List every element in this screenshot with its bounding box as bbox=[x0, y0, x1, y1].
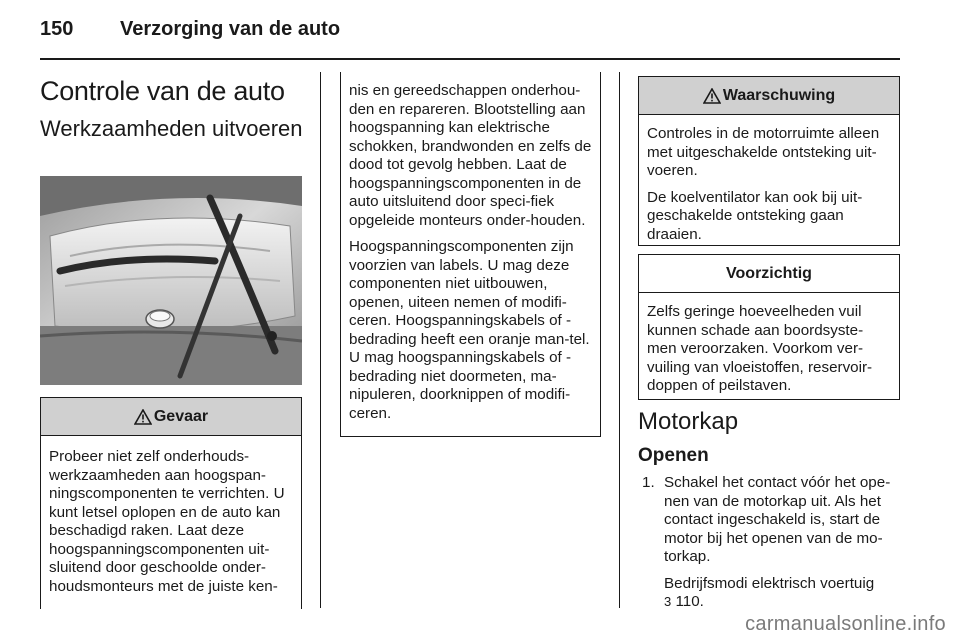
danger-box-header bbox=[41, 398, 301, 436]
caution-box-text: Zelfs geringe hoeveelheden vuil kunnen schade aan boordsyste-men veroorzaken. Voorkom ver-vuiling van vloeistoffen, reservoir-doppen of peilstaven. bbox=[647, 303, 873, 394]
step-1-text: Schakel het contact vóór het ope-nen van de motorkap uit. Als het contact ingeschakeld is, start de motor bij het openen van de mo-torkap. bbox=[664, 474, 891, 565]
warning-paragraph-1: Controles in de motorruimte alleen met uitgeschakelde ontsteking uit-voeren. bbox=[647, 125, 880, 179]
warning-paragraph-2: De koelventilator kan ook bij uit-geschakelde ontsteking gaan draaien. bbox=[647, 188, 863, 243]
warning-triangle-icon bbox=[134, 409, 152, 425]
openen-subheading: Openen bbox=[638, 445, 709, 466]
danger-box-continued-body bbox=[341, 72, 600, 431]
page-number: 150 bbox=[40, 18, 74, 40]
sub-title: Werkzaamheden uitvoeren bbox=[40, 116, 303, 141]
caution-box bbox=[638, 254, 900, 400]
section-title: Controle van de auto bbox=[40, 76, 285, 106]
danger-box-continued bbox=[340, 72, 601, 437]
danger-box-body bbox=[41, 436, 301, 604]
danger-box-text: Probeer niet zelf onderhouds-werkzaamheden aan hoogspan-ningscomponenten te verrichten. U kunt letsel oplopen en de auto kan beschadigd raken. Laat deze hoogspanningscomponenten uit-sluitend door geschoolde onder-houdsmonteurs met de juiste ken- bbox=[49, 448, 285, 595]
watermark: carmanualsonline.info bbox=[745, 613, 946, 635]
engine-bay-image bbox=[40, 176, 302, 385]
danger-continued-paragraph-2: Hoogspanningscomponenten zijn voorzien van labels. U mag deze componenten niet uitbouwen, openen, uiteen nemen of modifi-ceren. Hoogspanningskabels of -bedrading heeft een oranje man-tel. U mag hoogspanningskabels of -bedrading niet doormeten, ma-nipuleren, doorknippen of modifi-ceren. bbox=[349, 238, 590, 422]
warning-box-header bbox=[639, 77, 899, 115]
page-header-title: Verzorging van de auto bbox=[120, 18, 341, 40]
warning-triangle-icon bbox=[703, 88, 721, 104]
engine-bay-illustration bbox=[40, 176, 302, 385]
danger-continued-paragraph-1: nis en gereedschappen onderhou-den en repareren. Blootstelling aan hoogspanning kan elektrische schokken, brandwonden en zelfs de dood tot gevolg hebben. Laat de hoogspanningscomponenten in de auto uitsluitend door speci-fiek opgeleide monteurs onder-houden. bbox=[349, 82, 592, 229]
caution-box-header bbox=[639, 255, 899, 293]
step-1-note-text: Bedrijfsmodi elektrisch voertuig bbox=[664, 574, 875, 592]
step-1-page-reference[interactable]: 110. bbox=[675, 593, 704, 610]
column-divider-right bbox=[619, 72, 620, 608]
header-rule bbox=[40, 58, 900, 60]
warning-box-body bbox=[639, 115, 899, 252]
caution-box-body bbox=[639, 293, 899, 404]
caution-box-heading: Voorzichtig bbox=[726, 264, 812, 282]
danger-box-heading: Gevaar bbox=[153, 407, 209, 425]
step-1 bbox=[642, 474, 904, 612]
danger-box bbox=[40, 397, 302, 609]
warning-box-heading: Waarschuwing bbox=[722, 86, 836, 104]
step-1-number: 1. bbox=[642, 474, 655, 491]
column-divider-left bbox=[320, 72, 321, 608]
step-1-note bbox=[664, 575, 904, 612]
motorkap-heading: Motorkap bbox=[638, 408, 739, 435]
page-reference-arrow-icon: 3 bbox=[664, 594, 672, 609]
warning-box bbox=[638, 76, 900, 246]
